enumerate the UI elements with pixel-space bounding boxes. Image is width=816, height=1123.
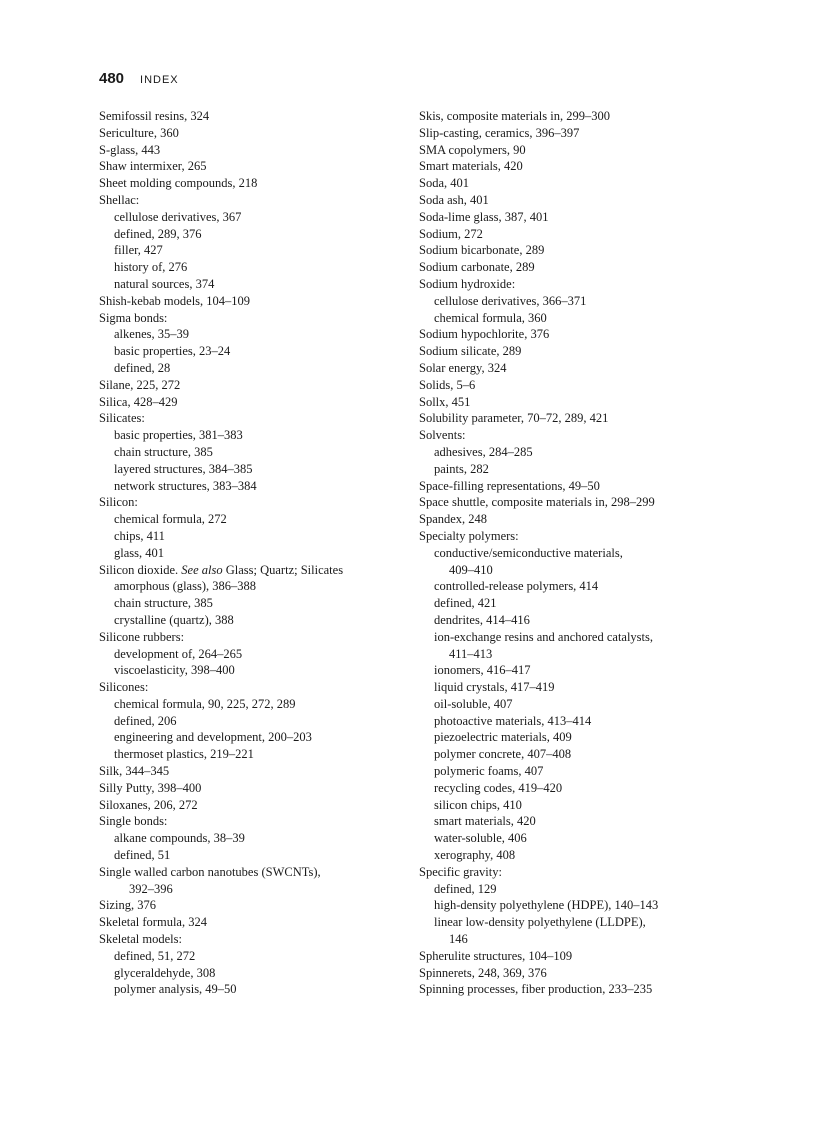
entry-text: Sodium silicate, 289	[419, 344, 522, 359]
entry-text: Specific gravity:	[419, 864, 502, 879]
index-subentry	[99, 729, 399, 746]
index-subentry	[419, 713, 719, 730]
entry-text: Space shuttle, composite materials in, 298–299	[419, 495, 655, 510]
index-entry	[419, 108, 719, 125]
index-subentry	[419, 797, 719, 814]
entry-text: glyceraldehyde, 308	[114, 965, 216, 980]
entry-text: polymer concrete, 407–408	[434, 747, 572, 762]
entry-text: Sizing, 376	[99, 898, 156, 913]
index-subentry	[99, 209, 399, 226]
index-subentry	[99, 646, 399, 663]
entry-text: Silicones:	[99, 680, 149, 695]
entry-text: Spherulite structures, 104–109	[419, 948, 573, 963]
entry-text: Sollx, 451	[419, 394, 471, 409]
index-subentry	[99, 326, 399, 343]
index-subentry	[99, 847, 399, 864]
index-entry	[99, 763, 399, 780]
index-subentry	[419, 293, 719, 310]
index-subentry	[99, 948, 399, 965]
entry-text: layered structures, 384–385	[114, 461, 253, 476]
entry-text: S-glass, 443	[99, 142, 161, 157]
index-subentry	[419, 881, 719, 898]
entry-text: xerography, 408	[434, 848, 516, 863]
index-entry	[99, 629, 399, 646]
see-also-label: See also	[181, 562, 223, 577]
entry-text: liquid crystals, 417–419	[434, 680, 555, 695]
index-subentry	[99, 444, 399, 461]
entry-text: chain structure, 385	[114, 596, 213, 611]
index-entry	[99, 142, 399, 159]
entry-text: linear low-density polyethylene (LLDPE),	[434, 915, 646, 930]
entry-text: ionomers, 416–417	[434, 663, 531, 678]
entry-text: controlled-release polymers, 414	[434, 579, 599, 594]
index-subentry	[419, 679, 719, 696]
index-subentry	[419, 813, 719, 830]
index-entry-continuation	[419, 562, 719, 579]
index-entry-continuation	[99, 881, 399, 898]
entry-text: 409–410	[449, 562, 493, 577]
entry-text: Solar energy, 324	[419, 360, 507, 375]
index-entry	[419, 410, 719, 427]
index-subentry	[419, 897, 719, 914]
index-entry	[419, 981, 719, 998]
entry-text: smart materials, 420	[434, 814, 536, 829]
entry-text: natural sources, 374	[114, 276, 215, 291]
entry-text: photoactive materials, 413–414	[434, 713, 592, 728]
entry-text: network structures, 383–384	[114, 478, 257, 493]
entry-text: Shellac:	[99, 192, 140, 207]
entry-text: Skis, composite materials in, 299–300	[419, 109, 610, 123]
entry-text: Soda-lime glass, 387, 401	[419, 209, 549, 224]
entry-text: history of, 276	[114, 260, 188, 275]
index-entry	[99, 310, 399, 327]
index-entry	[99, 158, 399, 175]
index-subentry	[99, 360, 399, 377]
cross-reference-text: Glass; Quartz; Silicates	[222, 562, 344, 577]
entry-text: Sigma bonds:	[99, 310, 168, 325]
entry-text: chemical formula, 360	[434, 310, 547, 325]
entry-text: silicon chips, 410	[434, 797, 522, 812]
entry-text: chemical formula, 90, 225, 272, 289	[114, 696, 296, 711]
index-entry	[99, 897, 399, 914]
index-subentry	[99, 830, 399, 847]
index-subentry	[99, 965, 399, 982]
entry-text: chips, 411	[114, 528, 165, 543]
entry-text: Silicone rubbers:	[99, 629, 185, 644]
entry-text: Single walled carbon nanotubes (SWCNTs),	[99, 864, 321, 879]
entry-text: Solids, 5–6	[419, 377, 476, 392]
entry-text: Spinnerets, 248, 369, 376	[419, 965, 547, 980]
entry-text: Soda ash, 401	[419, 192, 489, 207]
index-subentry	[419, 629, 719, 646]
index-entry	[419, 226, 719, 243]
entry-text: Sodium hypochlorite, 376	[419, 327, 550, 342]
index-entry	[99, 864, 399, 881]
index-subentry	[419, 612, 719, 629]
entry-text: recycling codes, 419–420	[434, 780, 563, 795]
index-entry	[419, 242, 719, 259]
entry-text: Smart materials, 420	[419, 159, 523, 174]
index-entry	[419, 360, 719, 377]
entry-text: filler, 427	[114, 243, 163, 258]
entry-text: alkenes, 35–39	[114, 327, 189, 342]
entry-text: polymeric foams, 407	[434, 764, 544, 779]
entry-text: defined, 28	[114, 360, 171, 375]
index-entry	[99, 494, 399, 511]
index-subentry	[419, 847, 719, 864]
entry-text: Sodium carbonate, 289	[419, 260, 535, 275]
entry-text: Shish-kebab models, 104–109	[99, 293, 251, 308]
entry-text: Space-filling representations, 49–50	[419, 478, 600, 493]
entry-text: Single bonds:	[99, 814, 168, 829]
index-subentry	[99, 696, 399, 713]
entry-text: cellulose derivatives, 367	[114, 209, 242, 224]
entry-text: Skeletal formula, 324	[99, 915, 207, 930]
index-entry	[99, 293, 399, 310]
index-entry	[419, 125, 719, 142]
index-subentry	[99, 478, 399, 495]
index-subentry	[419, 763, 719, 780]
entry-text: water-soluble, 406	[434, 831, 527, 846]
index-subentry	[99, 427, 399, 444]
index-subentry	[99, 242, 399, 259]
entry-text: viscoelasticity, 398–400	[114, 663, 235, 678]
entry-text: defined, 51	[114, 848, 171, 863]
entry-text: Solvents:	[419, 428, 466, 443]
entry-text: Silica, 428–429	[99, 394, 178, 409]
index-entry-continuation	[419, 931, 719, 948]
index-entry	[99, 108, 399, 125]
index-subentry	[419, 780, 719, 797]
entry-text: basic properties, 23–24	[114, 344, 231, 359]
entry-text: Sheet molding compounds, 218	[99, 176, 258, 191]
index-subentry	[419, 578, 719, 595]
index-entry	[99, 797, 399, 814]
section-title: INDEX	[140, 74, 179, 86]
entry-text: SMA copolymers, 90	[419, 142, 526, 157]
entry-text: Silly Putty, 398–400	[99, 780, 202, 795]
entry-text: Semifossil resins, 324	[99, 109, 210, 123]
index-subentry	[419, 595, 719, 612]
index-subentry	[99, 595, 399, 612]
entry-text: conductive/semiconductive materials,	[434, 545, 623, 560]
entry-text: Spinning processes, fiber production, 233–235	[419, 982, 653, 997]
index-subentry	[419, 662, 719, 679]
entry-text: Silicates:	[99, 411, 145, 426]
entry-text: paints, 282	[434, 461, 489, 476]
entry-text: Soda, 401	[419, 176, 469, 191]
entry-text: Spandex, 248	[419, 512, 488, 527]
entry-text: high-density polyethylene (HDPE), 140–143	[434, 898, 659, 913]
entry-text: engineering and development, 200–203	[114, 730, 312, 745]
entry-text: Sodium hydroxide:	[419, 276, 516, 291]
index-entry	[99, 410, 399, 427]
index-entry	[99, 562, 399, 579]
index-entry	[99, 175, 399, 192]
index-subentry	[99, 461, 399, 478]
entry-text: Shaw intermixer, 265	[99, 159, 207, 174]
index-subentry	[99, 545, 399, 562]
index-entry	[99, 914, 399, 931]
entry-text: Sodium bicarbonate, 289	[419, 243, 545, 258]
entry-text: defined, 206	[114, 713, 177, 728]
entry-text: cellulose derivatives, 366–371	[434, 293, 587, 308]
index-subentry	[419, 914, 719, 931]
index-subentry	[99, 578, 399, 595]
index-entry	[419, 209, 719, 226]
entry-text: development of, 264–265	[114, 646, 243, 661]
index-subentry	[419, 746, 719, 763]
entry-text: thermoset plastics, 219–221	[114, 747, 254, 762]
index-column-left	[99, 108, 399, 998]
index-subentry	[99, 662, 399, 679]
index-subentry	[99, 981, 399, 998]
entry-text: polymer analysis, 49–50	[114, 982, 237, 997]
entry-text: defined, 421	[434, 596, 497, 611]
index-column-right	[419, 108, 719, 998]
index-entry	[419, 158, 719, 175]
entry-text: adhesives, 284–285	[434, 444, 533, 459]
index-entry	[99, 125, 399, 142]
entry-text: Sericulture, 360	[99, 125, 179, 140]
index-entry	[99, 813, 399, 830]
index-entry	[99, 192, 399, 209]
entry-text: crystalline (quartz), 388	[114, 612, 234, 627]
index-subentry	[419, 830, 719, 847]
entry-text: Silane, 225, 272	[99, 377, 181, 392]
entry-text: defined, 129	[434, 881, 497, 896]
index-entry	[99, 394, 399, 411]
index-subentry	[99, 746, 399, 763]
index-subentry	[99, 612, 399, 629]
index-subentry	[99, 259, 399, 276]
entry-text: Solubility parameter, 70–72, 289, 421	[419, 411, 609, 426]
entry-text: ion-exchange resins and anchored catalysts,	[434, 629, 654, 644]
entry-text: Siloxanes, 206, 272	[99, 797, 198, 812]
index-entry-continuation	[419, 646, 719, 663]
entry-text: glass, 401	[114, 545, 164, 560]
index-subentry	[419, 461, 719, 478]
index-subentry	[99, 511, 399, 528]
index-subentry	[419, 545, 719, 562]
entry-text: piezoelectric materials, 409	[434, 730, 572, 745]
entry-text: Silicon:	[99, 495, 138, 510]
entry-text: 411–413	[449, 646, 493, 661]
index-subentry	[99, 276, 399, 293]
index-entry	[419, 192, 719, 209]
index-entry	[419, 494, 719, 511]
index-entry	[419, 948, 719, 965]
entry-text: Slip-casting, ceramics, 396–397	[419, 125, 580, 140]
index-entry	[99, 931, 399, 948]
index-entry	[99, 780, 399, 797]
index-entry	[419, 427, 719, 444]
index-subentry	[419, 696, 719, 713]
index-entry	[99, 679, 399, 696]
entry-text: Silk, 344–345	[99, 764, 170, 779]
index-entry	[419, 528, 719, 545]
index-entry	[419, 965, 719, 982]
index-entry	[419, 478, 719, 495]
entry-text: dendrites, 414–416	[434, 612, 530, 627]
entry-text: alkane compounds, 38–39	[114, 831, 245, 846]
index-entry	[419, 864, 719, 881]
index-entry	[419, 326, 719, 343]
index-subentry	[419, 444, 719, 461]
index-entry	[419, 377, 719, 394]
entry-text: amorphous (glass), 386–388	[114, 579, 256, 594]
index-subentry	[99, 528, 399, 545]
index-entry	[419, 175, 719, 192]
index-entry	[419, 394, 719, 411]
index-subentry	[99, 343, 399, 360]
entry-text: Sodium, 272	[419, 226, 483, 241]
entry-text: chemical formula, 272	[114, 512, 227, 527]
entry-text: 392–396	[129, 881, 173, 896]
running-head	[99, 70, 179, 87]
index-entry	[419, 276, 719, 293]
index-entry	[419, 142, 719, 159]
entry-text: Silicon dioxide.	[99, 562, 182, 577]
entry-text: Specialty polymers:	[419, 528, 519, 543]
index-entry	[419, 259, 719, 276]
entry-text: 146	[449, 932, 468, 947]
entry-text: basic properties, 381–383	[114, 428, 243, 443]
index-subentry	[99, 226, 399, 243]
index-subentry	[419, 729, 719, 746]
entry-text: Skeletal models:	[99, 932, 182, 947]
entry-text: defined, 51, 272	[114, 948, 196, 963]
index-entry	[99, 377, 399, 394]
entry-text: defined, 289, 376	[114, 226, 202, 241]
index-entry	[419, 511, 719, 528]
index-subentry	[419, 310, 719, 327]
index-entry	[419, 343, 719, 360]
entry-text: oil-soluble, 407	[434, 696, 513, 711]
page-number: 480	[99, 70, 125, 87]
entry-text: chain structure, 385	[114, 444, 213, 459]
index-subentry	[99, 713, 399, 730]
